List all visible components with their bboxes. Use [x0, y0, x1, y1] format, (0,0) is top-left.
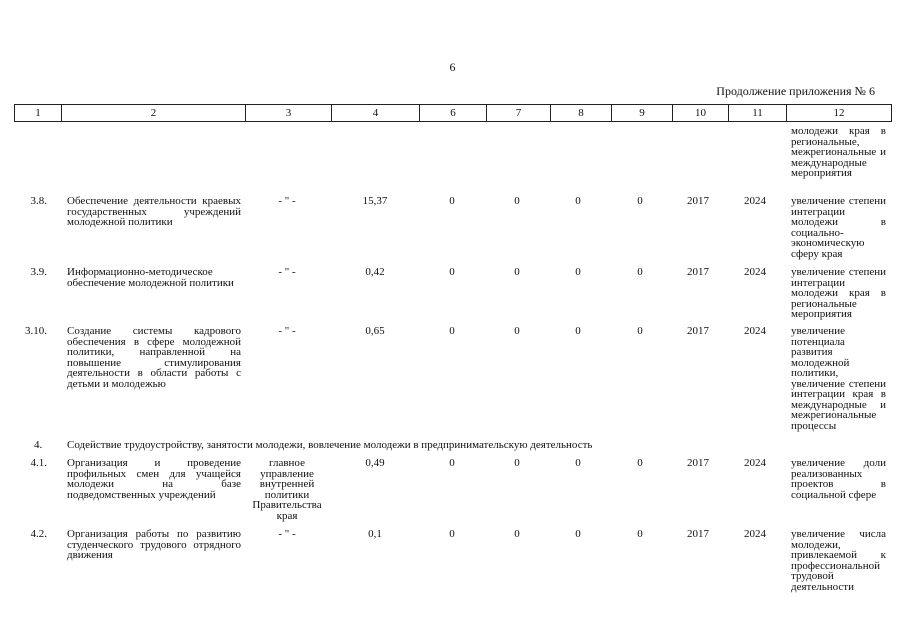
- appendix-continuation-label: Продолжение приложения № 6: [716, 84, 875, 98]
- page-number: 6: [449, 60, 456, 74]
- value-col9: 0: [637, 457, 643, 469]
- value-col8: 0: [575, 325, 581, 337]
- section-title: Содействие трудоустройству, занятости молодежи, вовлечение молодежи в предпринимательскую деятельность: [67, 439, 593, 451]
- value-col6: 0: [449, 457, 455, 469]
- section-number: 4.: [34, 439, 43, 451]
- header-col: 11: [729, 105, 787, 122]
- end-year: 2024: [744, 457, 766, 469]
- header-col: 3: [246, 105, 332, 122]
- value-col9: 0: [637, 195, 643, 207]
- expected-result: увеличение числа молодежи, привлекаемой к профессиональной трудовой деятельности: [791, 528, 886, 593]
- amount: 0,65: [365, 325, 385, 337]
- end-year: 2024: [744, 325, 766, 337]
- measure-name: Организация работы по развитию студенческого трудового отрядного движения: [67, 528, 241, 561]
- value-col7: 0: [514, 325, 520, 337]
- start-year: 2017: [687, 266, 709, 278]
- start-year: 2017: [687, 195, 709, 207]
- value-col9: 0: [637, 325, 643, 337]
- expected-result: увеличение степени интеграции молодежи в социально-экономическую сферу края: [791, 195, 886, 260]
- end-year: 2024: [744, 266, 766, 278]
- value-col9: 0: [637, 266, 643, 278]
- amount: 0,1: [368, 528, 382, 540]
- measure-name: Создание системы кадрового обеспечения в сфере молодежной политики, направленной на повышение стимулирования деятельности в области работы с детьми и молодежью: [67, 325, 241, 390]
- measure-name: Организация и проведение профильных смен для учащейся молодежи на базе подведомственных учреждений: [67, 457, 241, 501]
- executor: - " -: [278, 266, 296, 278]
- amount: 0,49: [365, 457, 385, 469]
- value-col6: 0: [449, 528, 455, 540]
- row-number: 3.8.: [30, 195, 47, 207]
- row-number: 4.1.: [30, 457, 47, 469]
- expected-result: увеличение доли реализованных проектов в социальной сфере: [791, 457, 886, 501]
- executor: - " -: [278, 325, 296, 337]
- value-col8: 0: [575, 528, 581, 540]
- header-col: 12: [787, 105, 892, 122]
- executor: - " -: [278, 195, 296, 207]
- value-col7: 0: [514, 266, 520, 278]
- measure-name: Информационно-методическое обеспечение молодежной политики: [67, 266, 234, 289]
- value-col8: 0: [575, 195, 581, 207]
- start-year: 2017: [687, 457, 709, 469]
- header-col: 10: [673, 105, 729, 122]
- row-number: 3.10.: [25, 325, 47, 337]
- end-year: 2024: [744, 528, 766, 540]
- start-year: 2017: [687, 325, 709, 337]
- end-year: 2024: [744, 195, 766, 207]
- value-col9: 0: [637, 528, 643, 540]
- value-col6: 0: [449, 266, 455, 278]
- row-number: 4.2.: [30, 528, 47, 540]
- measure-name: Обеспечение деятельности краевых государственных учреждений молодежной политики: [67, 195, 241, 228]
- header-col: 2: [62, 105, 246, 122]
- header-col: 4: [332, 105, 420, 122]
- amount: 0,42: [365, 266, 385, 278]
- header-col: 8: [551, 105, 612, 122]
- value-col8: 0: [575, 457, 581, 469]
- result-continuation: молодежи края в региональные, межрегиональные и международные мероприятия: [791, 125, 886, 179]
- column-number-header: [14, 104, 892, 122]
- executor: - " -: [278, 528, 296, 540]
- value-col7: 0: [514, 195, 520, 207]
- value-col8: 0: [575, 266, 581, 278]
- value-col7: 0: [514, 457, 520, 469]
- header-col: 1: [15, 105, 62, 122]
- expected-result: увеличение потенциала развития молодежной политики, увеличение степени интеграции края в международные и межрегиональные процессы: [791, 325, 886, 432]
- value-col7: 0: [514, 528, 520, 540]
- row-number: 3.9.: [30, 266, 47, 278]
- header-col: 7: [487, 105, 551, 122]
- value-col6: 0: [449, 195, 455, 207]
- executor: главное управление внутренней политики Правительства края: [252, 457, 322, 522]
- value-col6: 0: [449, 325, 455, 337]
- header-col: 6: [420, 105, 487, 122]
- amount: 15,37: [362, 195, 388, 207]
- header-col: 9: [612, 105, 673, 122]
- expected-result: увеличение степени интеграции молодежи края в региональные мероприятия: [791, 266, 886, 320]
- start-year: 2017: [687, 528, 709, 540]
